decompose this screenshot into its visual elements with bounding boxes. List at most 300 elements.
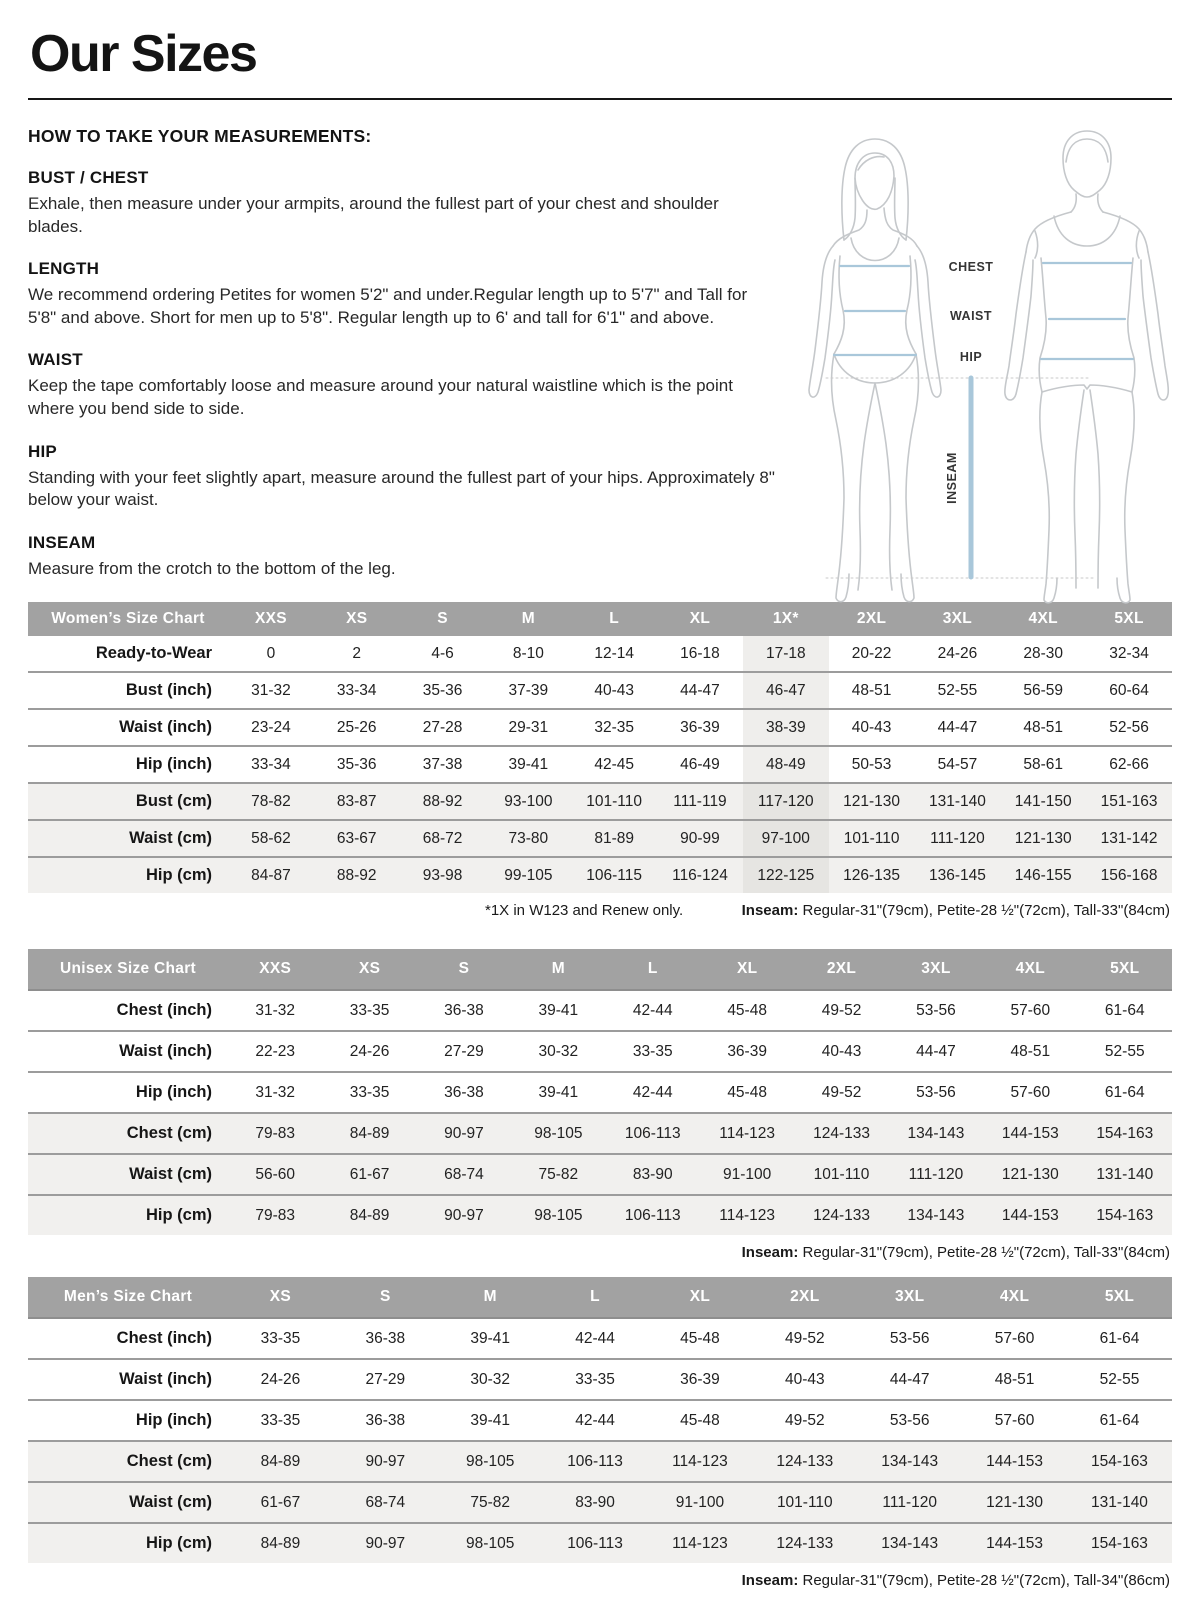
size-value-cell: 33-35 bbox=[349, 1001, 390, 1019]
size-value-cell: 79-83 bbox=[228, 1195, 322, 1235]
size-column-header: M bbox=[485, 602, 571, 636]
size-value-cell: 68-72 bbox=[400, 820, 486, 857]
row-label: Bust (cm) bbox=[28, 783, 228, 820]
size-value-cell: 61-64 bbox=[1099, 1329, 1140, 1347]
size-chart-row bbox=[28, 1400, 1172, 1441]
size-column-header: XS bbox=[228, 1277, 333, 1318]
size-value-cell: 60-64 bbox=[1086, 672, 1172, 709]
size-value-cell: 83-90 bbox=[543, 1482, 648, 1523]
size-value-cell: 36-39 bbox=[657, 709, 743, 746]
size-value-cell: 31-32 bbox=[255, 1001, 296, 1019]
inseam-note-label: Inseam: bbox=[741, 902, 799, 919]
size-value-cell: 93-98 bbox=[400, 857, 486, 893]
size-value-cell: 48-51 bbox=[829, 672, 915, 709]
size-value-cell: 99-105 bbox=[485, 857, 571, 893]
size-value-cell: 144-153 bbox=[962, 1523, 1067, 1563]
title-divider bbox=[28, 98, 1172, 100]
size-value-cell: 90-97 bbox=[333, 1523, 438, 1563]
size-column-header: S bbox=[400, 602, 486, 636]
size-charts bbox=[28, 602, 1172, 1589]
size-value-cell: 50-53 bbox=[829, 746, 915, 783]
size-value-cell: 111-120 bbox=[889, 1154, 983, 1195]
size-value-cell: 79-83 bbox=[228, 1113, 322, 1154]
size-column-header: L bbox=[606, 949, 700, 990]
size-column-header: 3XL bbox=[889, 949, 983, 990]
size-chart-row bbox=[28, 783, 1172, 820]
size-column-header: 2XL bbox=[829, 602, 915, 636]
size-value-cell: 27-28 bbox=[400, 709, 486, 746]
section-length bbox=[28, 259, 776, 329]
mens-size-chart bbox=[28, 1277, 1172, 1563]
size-value-cell: 39-41 bbox=[511, 1072, 605, 1113]
row-label: Hip (cm) bbox=[28, 857, 228, 893]
size-chart-row bbox=[28, 1154, 1172, 1195]
row-label: Waist (cm) bbox=[28, 820, 228, 857]
size-column-header: 2XL bbox=[794, 949, 888, 990]
size-chart-row bbox=[28, 1031, 1172, 1072]
size-column-header: 4XL bbox=[962, 1277, 1067, 1318]
row-label: Waist (inch) bbox=[28, 1031, 228, 1072]
size-value-cell: 52-55 bbox=[1078, 1031, 1172, 1072]
size-value-cell: 40-43 bbox=[794, 1031, 888, 1072]
size-value-cell: 106-113 bbox=[606, 1113, 700, 1154]
size-value-cell: 48-49 bbox=[743, 746, 829, 783]
size-value-cell: 124-133 bbox=[794, 1113, 888, 1154]
size-value-cell: 98-105 bbox=[511, 1113, 605, 1154]
size-value-cell: 106-113 bbox=[606, 1195, 700, 1235]
size-value-cell: 57-60 bbox=[962, 1400, 1067, 1441]
size-value-cell: 154-163 bbox=[1067, 1441, 1172, 1482]
size-value-cell: 25-26 bbox=[314, 709, 400, 746]
size-column-header: 4XL bbox=[983, 949, 1077, 990]
size-value-cell: 33-35 bbox=[260, 1329, 301, 1347]
size-value-cell: 84-89 bbox=[322, 1113, 416, 1154]
size-value-cell: 48-51 bbox=[1000, 709, 1086, 746]
size-value-cell: 114-123 bbox=[700, 1195, 794, 1235]
female-figure-outline bbox=[809, 139, 941, 602]
section-heading: HIP bbox=[28, 441, 57, 461]
size-value-cell: 37-38 bbox=[400, 746, 486, 783]
size-value-cell: 88-92 bbox=[400, 783, 486, 820]
size-value-cell: 97-100 bbox=[743, 820, 829, 857]
section-body: We recommend ordering Petites for women 5'2" and under.Regular length up to 5'7" and Tall for 5'8" and above. Short for men up to 5'8". Regular length up to 6' and tall for 6'1" and above. bbox=[28, 285, 748, 327]
size-value-cell: 24-26 bbox=[322, 1031, 416, 1072]
size-value-cell: 53-56 bbox=[916, 1001, 956, 1019]
size-value-cell: 121-130 bbox=[829, 783, 915, 820]
size-value-cell: 68-74 bbox=[333, 1482, 438, 1523]
size-value-cell: 57-60 bbox=[983, 1072, 1077, 1113]
size-column-header: 3XL bbox=[857, 1277, 962, 1318]
size-value-cell: 53-56 bbox=[889, 1329, 930, 1347]
size-value-cell: 49-52 bbox=[794, 1072, 888, 1113]
size-value-cell: 98-105 bbox=[511, 1195, 605, 1235]
inseam-note-text: Regular-31"(79cm), Petite-28 ½"(72cm), Tall-34"(86cm) bbox=[798, 1572, 1170, 1589]
page-title: Our Sizes bbox=[30, 25, 257, 83]
size-value-cell: 61-64 bbox=[1067, 1400, 1172, 1441]
size-value-cell: 49-52 bbox=[752, 1400, 857, 1441]
size-value-cell: 131-140 bbox=[1067, 1482, 1172, 1523]
size-value-cell: 90-99 bbox=[657, 820, 743, 857]
size-value-cell: 8-10 bbox=[512, 644, 544, 662]
size-column-header: S bbox=[417, 949, 511, 990]
size-value-cell: 154-163 bbox=[1078, 1195, 1172, 1235]
size-value-cell: 33-34 bbox=[314, 672, 400, 709]
row-label: Waist (inch) bbox=[28, 1359, 228, 1400]
row-label: Bust (inch) bbox=[28, 672, 228, 709]
size-value-cell: 131-142 bbox=[1086, 820, 1172, 857]
inseam-note-text: Regular-31"(79cm), Petite-28 ½"(72cm), Tall-33"(84cm) bbox=[798, 902, 1170, 919]
section-waist bbox=[28, 350, 776, 420]
footnote-1x: *1X in W123 and Renew only. bbox=[485, 902, 684, 919]
row-label: Hip (cm) bbox=[28, 1195, 228, 1235]
size-value-cell: 84-87 bbox=[228, 857, 314, 893]
size-value-cell: 56-60 bbox=[228, 1154, 322, 1195]
inseam-note-women bbox=[742, 902, 1170, 919]
size-value-cell: 42-44 bbox=[632, 1001, 673, 1019]
size-chart-header-row bbox=[28, 1277, 1172, 1318]
inseam-note-label: Inseam: bbox=[741, 1244, 799, 1261]
size-value-cell: 33-35 bbox=[322, 1072, 416, 1113]
size-value-cell: 154-163 bbox=[1067, 1523, 1172, 1563]
size-chart-row bbox=[28, 1113, 1172, 1154]
size-value-cell: 48-51 bbox=[983, 1031, 1077, 1072]
size-value-cell: 58-61 bbox=[1000, 746, 1086, 783]
size-value-cell: 35-36 bbox=[314, 746, 400, 783]
size-value-cell: 28-30 bbox=[1023, 644, 1064, 662]
size-value-cell: 45-48 bbox=[648, 1400, 753, 1441]
unisex-chart-footnotes bbox=[30, 1244, 1170, 1261]
size-value-cell: 121-130 bbox=[1000, 820, 1086, 857]
size-value-cell: 75-82 bbox=[511, 1154, 605, 1195]
size-value-cell: 111-120 bbox=[857, 1482, 962, 1523]
size-chart-row bbox=[28, 1359, 1172, 1400]
section-bust-chest bbox=[28, 168, 776, 238]
size-value-cell: 90-97 bbox=[417, 1195, 511, 1235]
size-value-cell: 20-22 bbox=[851, 644, 892, 662]
size-value-cell: 39-41 bbox=[470, 1329, 511, 1347]
row-label: Hip (inch) bbox=[28, 1400, 228, 1441]
size-column-header: 5XL bbox=[1078, 949, 1172, 990]
size-column-header: M bbox=[438, 1277, 543, 1318]
section-body: Measure from the crotch to the bottom of the leg. bbox=[28, 558, 396, 578]
size-value-cell: 121-130 bbox=[962, 1482, 1067, 1523]
size-value-cell: 68-74 bbox=[417, 1154, 511, 1195]
size-value-cell: 114-123 bbox=[700, 1113, 794, 1154]
size-value-cell: 35-36 bbox=[400, 672, 486, 709]
size-value-cell: 101-110 bbox=[571, 783, 657, 820]
size-chart-title: Unisex Size Chart bbox=[28, 949, 228, 990]
section-heading: WAIST bbox=[28, 350, 83, 370]
row-label: Hip (cm) bbox=[28, 1523, 228, 1563]
size-value-cell: 134-143 bbox=[889, 1195, 983, 1235]
size-value-cell: 33-35 bbox=[543, 1359, 648, 1400]
size-chart-header-row bbox=[28, 949, 1172, 990]
size-value-cell: 134-143 bbox=[857, 1523, 962, 1563]
size-value-cell: 91-100 bbox=[648, 1482, 753, 1523]
how-to-heading: HOW TO TAKE YOUR MEASUREMENTS: bbox=[28, 126, 372, 146]
size-value-cell: 98-105 bbox=[438, 1523, 543, 1563]
size-value-cell: 33-35 bbox=[606, 1031, 700, 1072]
inseam-note-men bbox=[742, 1572, 1170, 1589]
section-body: Keep the tape comfortably loose and measure around your natural waistline which is the point where you bend side to side. bbox=[28, 376, 733, 419]
size-value-cell: 101-110 bbox=[794, 1154, 888, 1195]
measurement-diagram bbox=[788, 126, 1172, 608]
inseam-guide-lines bbox=[826, 378, 1096, 578]
size-value-cell: 29-31 bbox=[485, 709, 571, 746]
size-value-cell: 101-110 bbox=[829, 820, 915, 857]
size-chart-row bbox=[28, 636, 1172, 672]
size-value-cell: 83-90 bbox=[606, 1154, 700, 1195]
waist-label: WAIST bbox=[949, 309, 993, 323]
size-column-header: XL bbox=[657, 602, 743, 636]
size-chart-row bbox=[28, 1318, 1172, 1359]
size-column-header: 1X* bbox=[743, 602, 829, 636]
size-column-header: L bbox=[543, 1277, 648, 1318]
size-value-cell: 44-47 bbox=[915, 709, 1001, 746]
inseam-label: INSEAM bbox=[945, 452, 959, 504]
size-value-cell: 144-153 bbox=[983, 1113, 1077, 1154]
size-value-cell: 33-35 bbox=[228, 1400, 333, 1441]
size-chart-row bbox=[28, 746, 1172, 783]
size-value-cell: 116-124 bbox=[657, 857, 743, 893]
size-chart-row bbox=[28, 672, 1172, 709]
womens-chart-footnotes bbox=[30, 902, 1170, 919]
size-chart-title: Women’s Size Chart bbox=[28, 602, 228, 636]
size-value-cell: 84-89 bbox=[322, 1195, 416, 1235]
size-value-cell: 126-135 bbox=[829, 857, 915, 893]
size-value-cell: 31-32 bbox=[228, 672, 314, 709]
size-value-cell: 57-60 bbox=[1010, 1001, 1051, 1019]
size-value-cell: 62-66 bbox=[1086, 746, 1172, 783]
unisex-size-chart bbox=[28, 949, 1172, 1235]
size-value-cell: 121-130 bbox=[983, 1154, 1077, 1195]
size-column-header: XL bbox=[648, 1277, 753, 1318]
size-value-cell: 40-43 bbox=[829, 709, 915, 746]
size-value-cell: 61-64 bbox=[1104, 1001, 1145, 1019]
row-label: Chest (inch) bbox=[116, 1001, 212, 1019]
size-chart-row bbox=[28, 857, 1172, 893]
size-value-cell: 101-110 bbox=[752, 1482, 857, 1523]
inseam-note-label: Inseam: bbox=[741, 1572, 799, 1589]
size-value-cell: 24-26 bbox=[228, 1359, 333, 1400]
size-value-cell: 58-62 bbox=[228, 820, 314, 857]
size-value-cell: 49-52 bbox=[784, 1329, 825, 1347]
size-value-cell: 24-26 bbox=[937, 644, 978, 662]
size-value-cell: 36-39 bbox=[700, 1031, 794, 1072]
size-value-cell: 44-47 bbox=[657, 672, 743, 709]
size-value-cell: 83-87 bbox=[314, 783, 400, 820]
size-value-cell: 131-140 bbox=[1078, 1154, 1172, 1195]
size-value-cell: 90-97 bbox=[417, 1113, 511, 1154]
size-chart-row bbox=[28, 990, 1172, 1031]
womens-size-chart bbox=[28, 602, 1172, 893]
size-value-cell: 36-38 bbox=[417, 1072, 511, 1113]
size-value-cell: 106-115 bbox=[571, 857, 657, 893]
row-label: Waist (cm) bbox=[28, 1482, 228, 1523]
row-label: Waist (inch) bbox=[28, 709, 228, 746]
size-value-cell: 73-80 bbox=[485, 820, 571, 857]
inseam-note-text: Regular-31"(79cm), Petite-28 ½"(72cm), Tall-33"(84cm) bbox=[798, 1244, 1170, 1261]
section-body: Standing with your feet slightly apart, measure around the fullest part of your hips. Approximately 8" below your waist. bbox=[28, 467, 775, 510]
size-value-cell: 111-120 bbox=[915, 820, 1001, 857]
size-value-cell: 2 bbox=[352, 644, 362, 662]
inseam-note-unisex bbox=[742, 1244, 1170, 1261]
size-value-cell: 84-89 bbox=[228, 1523, 333, 1563]
size-column-header: M bbox=[511, 949, 605, 990]
size-value-cell: 22-23 bbox=[228, 1031, 322, 1072]
size-value-cell: 45-48 bbox=[680, 1329, 720, 1347]
size-value-cell: 33-34 bbox=[228, 746, 314, 783]
size-value-cell: 52-56 bbox=[1086, 709, 1172, 746]
size-value-cell: 40-43 bbox=[571, 672, 657, 709]
size-value-cell: 39-41 bbox=[438, 1400, 543, 1441]
size-value-cell: 0 bbox=[266, 644, 276, 662]
size-value-cell: 27-29 bbox=[333, 1359, 438, 1400]
size-column-header: 2XL bbox=[752, 1277, 857, 1318]
size-value-cell: 56-59 bbox=[1000, 672, 1086, 709]
size-chart-row bbox=[28, 1441, 1172, 1482]
size-value-cell: 63-67 bbox=[314, 820, 400, 857]
size-value-cell: 48-51 bbox=[962, 1359, 1067, 1400]
size-value-cell: 17-18 bbox=[743, 636, 829, 672]
size-value-cell: 88-92 bbox=[314, 857, 400, 893]
size-value-cell: 75-82 bbox=[438, 1482, 543, 1523]
size-value-cell: 122-125 bbox=[743, 857, 829, 893]
size-value-cell: 98-105 bbox=[438, 1441, 543, 1482]
size-value-cell: 36-38 bbox=[333, 1400, 438, 1441]
size-value-cell: 40-43 bbox=[752, 1359, 857, 1400]
size-value-cell: 53-56 bbox=[857, 1400, 962, 1441]
row-label: Hip (inch) bbox=[28, 746, 228, 783]
section-heading: BUST / CHEST bbox=[28, 168, 149, 187]
size-value-cell: 136-145 bbox=[915, 857, 1001, 893]
size-value-cell: 42-44 bbox=[575, 1329, 615, 1347]
size-value-cell: 37-39 bbox=[485, 672, 571, 709]
size-value-cell: 54-57 bbox=[915, 746, 1001, 783]
size-column-header: S bbox=[333, 1277, 438, 1318]
size-value-cell: 45-48 bbox=[700, 1072, 794, 1113]
section-hip bbox=[28, 442, 776, 512]
size-value-cell: 52-55 bbox=[915, 672, 1001, 709]
size-value-cell: 144-153 bbox=[962, 1441, 1067, 1482]
size-value-cell: 84-89 bbox=[228, 1441, 333, 1482]
section-body: Exhale, then measure under your armpits, around the fullest part of your chest and shoulder blades. bbox=[28, 194, 719, 236]
size-value-cell: 36-38 bbox=[365, 1329, 406, 1347]
size-value-cell: 114-123 bbox=[648, 1441, 753, 1482]
size-value-cell: 38-39 bbox=[743, 709, 829, 746]
size-value-cell: 49-52 bbox=[821, 1001, 862, 1019]
size-value-cell: 146-155 bbox=[1000, 857, 1086, 893]
size-value-cell: 31-32 bbox=[228, 1072, 322, 1113]
size-chart-row bbox=[28, 1072, 1172, 1113]
size-value-cell: 61-67 bbox=[228, 1482, 333, 1523]
size-value-cell: 106-113 bbox=[543, 1441, 648, 1482]
size-value-cell: 36-39 bbox=[648, 1359, 753, 1400]
section-heading: INSEAM bbox=[28, 532, 96, 552]
size-value-cell: 131-140 bbox=[915, 783, 1001, 820]
footnote-spacer bbox=[30, 902, 485, 919]
size-value-cell: 91-100 bbox=[700, 1154, 794, 1195]
size-value-cell: 46-47 bbox=[743, 672, 829, 709]
row-label: Ready-to-Wear bbox=[95, 644, 212, 662]
size-value-cell: 30-32 bbox=[438, 1359, 543, 1400]
size-chart-row bbox=[28, 1523, 1172, 1563]
size-value-cell: 44-47 bbox=[889, 1031, 983, 1072]
size-value-cell: 78-82 bbox=[228, 783, 314, 820]
size-column-header: L bbox=[571, 602, 657, 636]
male-figure-outline bbox=[1005, 131, 1168, 603]
size-value-cell: 57-60 bbox=[994, 1329, 1035, 1347]
size-value-cell: 46-49 bbox=[657, 746, 743, 783]
size-column-header: 5XL bbox=[1086, 602, 1172, 636]
measurement-guide bbox=[28, 126, 1172, 594]
size-chart-row bbox=[28, 1482, 1172, 1523]
size-chart-row bbox=[28, 820, 1172, 857]
size-value-cell: 32-34 bbox=[1109, 644, 1149, 662]
size-value-cell: 27-29 bbox=[417, 1031, 511, 1072]
chest-label: CHEST bbox=[948, 260, 994, 274]
size-value-cell: 117-120 bbox=[743, 783, 829, 820]
size-value-cell: 23-24 bbox=[228, 709, 314, 746]
size-value-cell: 81-89 bbox=[571, 820, 657, 857]
size-value-cell: 42-44 bbox=[543, 1400, 648, 1441]
size-value-cell: 134-143 bbox=[857, 1441, 962, 1482]
section-heading: LENGTH bbox=[28, 259, 100, 279]
mens-chart-footnotes bbox=[30, 1572, 1170, 1589]
size-value-cell: 134-143 bbox=[889, 1113, 983, 1154]
size-value-cell: 106-113 bbox=[543, 1523, 648, 1563]
size-value-cell: 90-97 bbox=[333, 1441, 438, 1482]
size-chart-title: Men’s Size Chart bbox=[28, 1277, 228, 1318]
size-value-cell: 124-133 bbox=[752, 1441, 857, 1482]
size-value-cell: 124-133 bbox=[752, 1523, 857, 1563]
row-label: Chest (inch) bbox=[116, 1329, 212, 1347]
size-value-cell: 45-48 bbox=[727, 1001, 767, 1019]
size-column-header: XS bbox=[314, 602, 400, 636]
size-value-cell: 53-56 bbox=[889, 1072, 983, 1113]
size-column-header: 5XL bbox=[1067, 1277, 1172, 1318]
size-value-cell: 151-163 bbox=[1086, 783, 1172, 820]
size-value-cell: 39-41 bbox=[538, 1001, 579, 1019]
size-value-cell: 93-100 bbox=[485, 783, 571, 820]
size-value-cell: 36-38 bbox=[444, 1001, 484, 1019]
size-value-cell: 44-47 bbox=[857, 1359, 962, 1400]
size-chart-row bbox=[28, 709, 1172, 746]
size-value-cell: 111-119 bbox=[657, 783, 743, 820]
hip-label: HIP bbox=[959, 350, 983, 364]
size-value-cell: 4-6 bbox=[431, 644, 454, 662]
size-value-cell: 30-32 bbox=[511, 1031, 605, 1072]
size-value-cell: 156-168 bbox=[1086, 857, 1172, 893]
size-value-cell: 52-55 bbox=[1067, 1359, 1172, 1400]
row-label: Hip (inch) bbox=[28, 1072, 228, 1113]
size-value-cell: 61-67 bbox=[322, 1154, 416, 1195]
size-value-cell: 154-163 bbox=[1078, 1113, 1172, 1154]
row-label: Waist (cm) bbox=[28, 1154, 228, 1195]
size-column-header: 3XL bbox=[915, 602, 1001, 636]
size-value-cell: 61-64 bbox=[1078, 1072, 1172, 1113]
row-label: Chest (cm) bbox=[28, 1113, 228, 1154]
size-value-cell: 42-45 bbox=[571, 746, 657, 783]
how-to-section bbox=[28, 126, 776, 580]
size-chart-row bbox=[28, 1195, 1172, 1235]
size-value-cell: 42-44 bbox=[606, 1072, 700, 1113]
size-column-header: XXS bbox=[228, 602, 314, 636]
size-value-cell: 141-150 bbox=[1000, 783, 1086, 820]
row-label: Chest (cm) bbox=[28, 1441, 228, 1482]
size-value-cell: 144-153 bbox=[983, 1195, 1077, 1235]
size-value-cell: 114-123 bbox=[648, 1523, 753, 1563]
